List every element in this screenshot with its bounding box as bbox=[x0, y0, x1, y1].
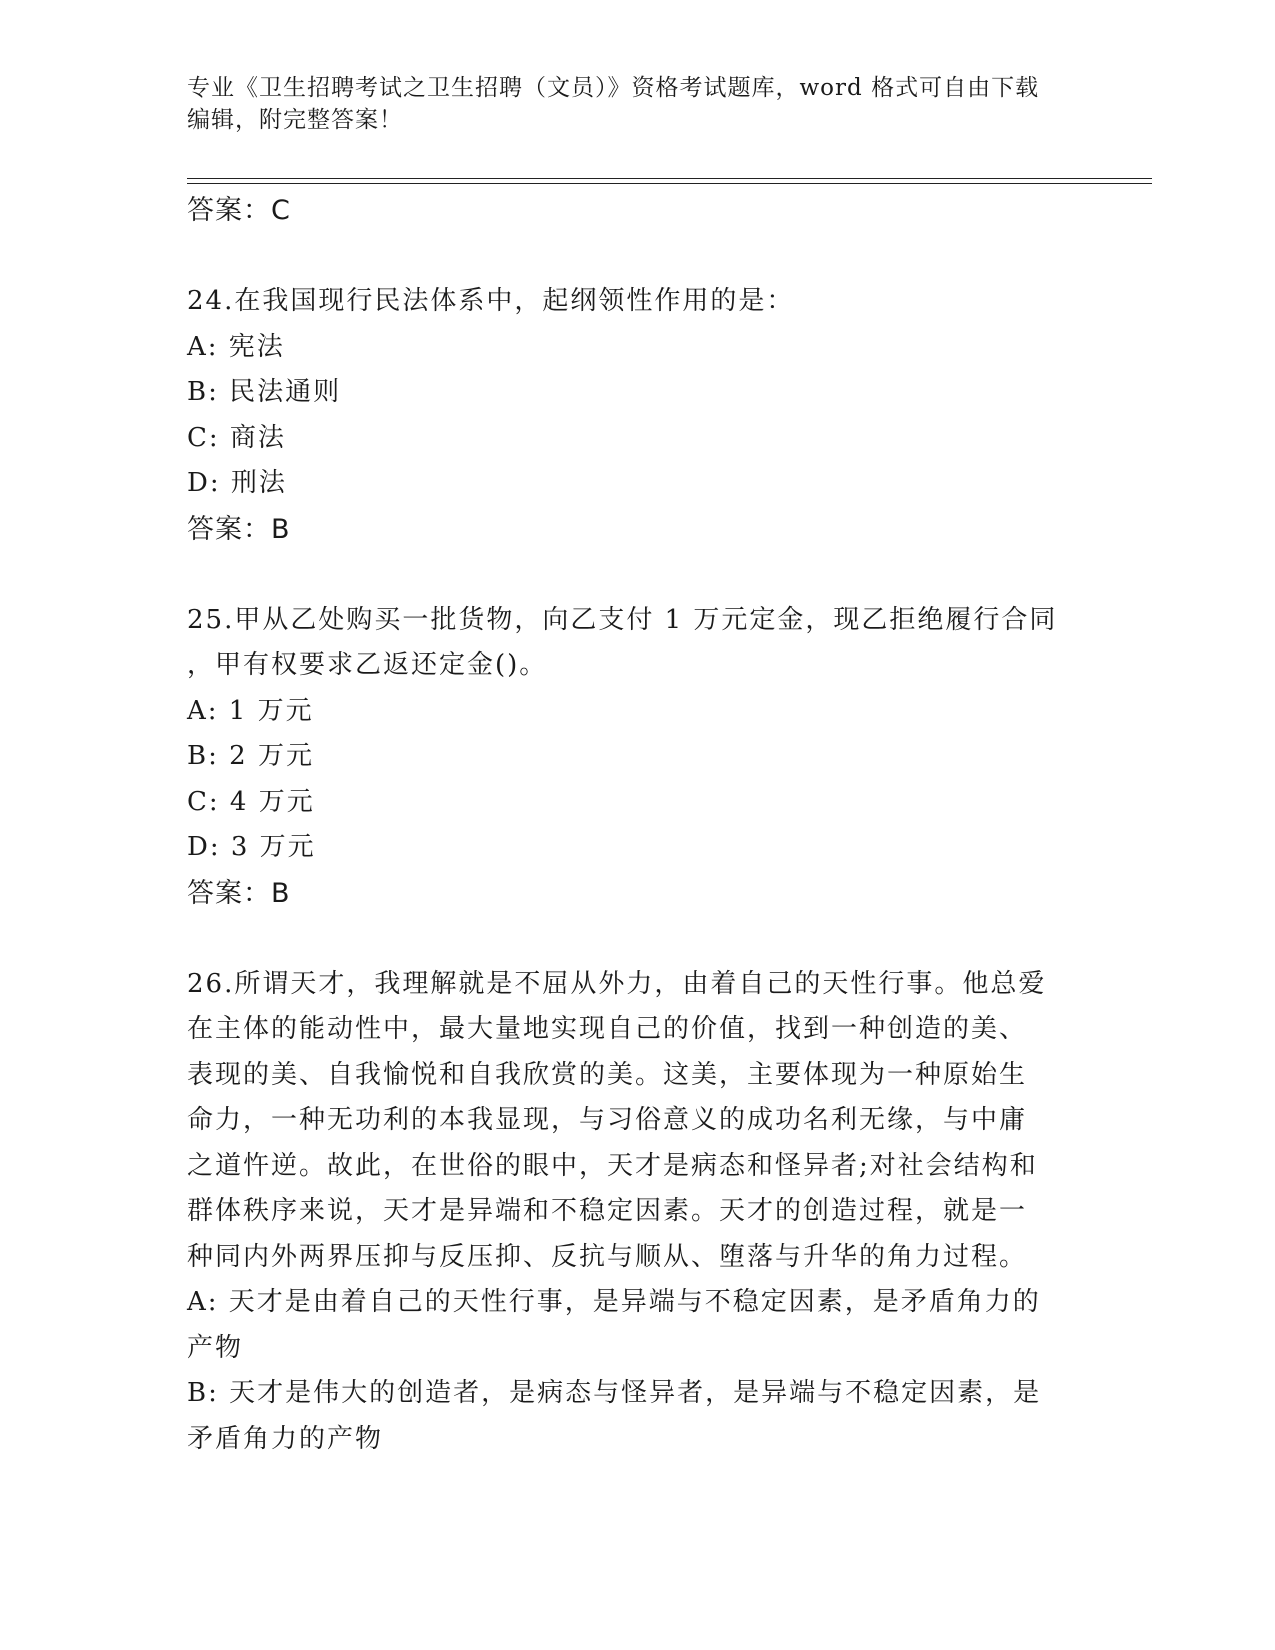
header-rule-top bbox=[187, 178, 1152, 179]
question-24 bbox=[187, 279, 1077, 552]
option-a: A: 1 万元 bbox=[187, 695, 314, 726]
question-text: 之道忤逆。故此，在世俗的眼中，天才是病态和怪异者;对社会结构和 bbox=[187, 1150, 1038, 1181]
answer: 答案：B bbox=[187, 877, 291, 909]
option-a: A: 天才是由着自己的天性行事，是异端与不稳定因素，是矛盾角力的 bbox=[187, 1287, 1041, 1317]
question-text: 群体秩序来说，天才是异端和不稳定因素。天才的创造过程，就是一 bbox=[187, 1196, 1028, 1226]
option-c: C: 商法 bbox=[187, 422, 286, 453]
option-a: A: 宪法 bbox=[187, 331, 285, 362]
question-text: 在主体的能动性中，最大量地实现自己的价值，找到一种创造的美、 bbox=[187, 1014, 1028, 1044]
question-text: 24.在我国现行民法体系中，起纲领性作用的是： bbox=[187, 286, 795, 316]
header-line-2: 编辑，附完整答案！ bbox=[187, 107, 403, 133]
option-d: D: 3 万元 bbox=[187, 832, 316, 862]
question-content bbox=[187, 188, 1077, 1462]
header-rule-bottom bbox=[187, 183, 1152, 184]
option-c: C: 4 万元 bbox=[187, 786, 315, 817]
question-text: 命力，一种无功利的本我显现，与习俗意义的成功名利无缘，与中庸 bbox=[187, 1105, 1028, 1135]
option-b: B: 2 万元 bbox=[187, 741, 314, 771]
option-b-continued: 矛盾角力的产物 bbox=[187, 1423, 384, 1454]
option-a-continued: 产物 bbox=[187, 1332, 244, 1363]
answer: 答案：B bbox=[187, 513, 291, 545]
question-text: 种同内外两界压抑与反压抑、反抗与顺从、堕落与升华的角力过程。 bbox=[187, 1241, 1028, 1272]
question-26 bbox=[187, 962, 1077, 1463]
question-text: 26.所谓天才，我理解就是不屈从外力，由着自己的天性行事。他总爱 bbox=[187, 968, 1047, 999]
option-b: B: 民法通则 bbox=[187, 377, 342, 407]
option-b: B: 天才是伟大的创造者，是病态与怪异者，是异端与不稳定因素，是 bbox=[187, 1378, 1042, 1408]
question-25 bbox=[187, 598, 1077, 917]
header-line-1: 专业《卫生招聘考试之卫生招聘（文员）》资格考试题库，word 格式可自由下载 bbox=[187, 75, 1040, 101]
question-text: 表现的美、自我愉悦和自我欣赏的美。这美，主要体现为一种原始生 bbox=[187, 1059, 1028, 1090]
question-text: 25.甲从乙处购买一批货物，向乙支付 1 万元定金，现乙拒绝履行合同 bbox=[187, 604, 1058, 635]
answer-previous: 答案：C bbox=[187, 195, 291, 226]
question-text: ，甲有权要求乙返还定金()。 bbox=[187, 650, 548, 680]
page-header bbox=[187, 72, 1067, 136]
option-d: D: 刑法 bbox=[187, 468, 287, 498]
